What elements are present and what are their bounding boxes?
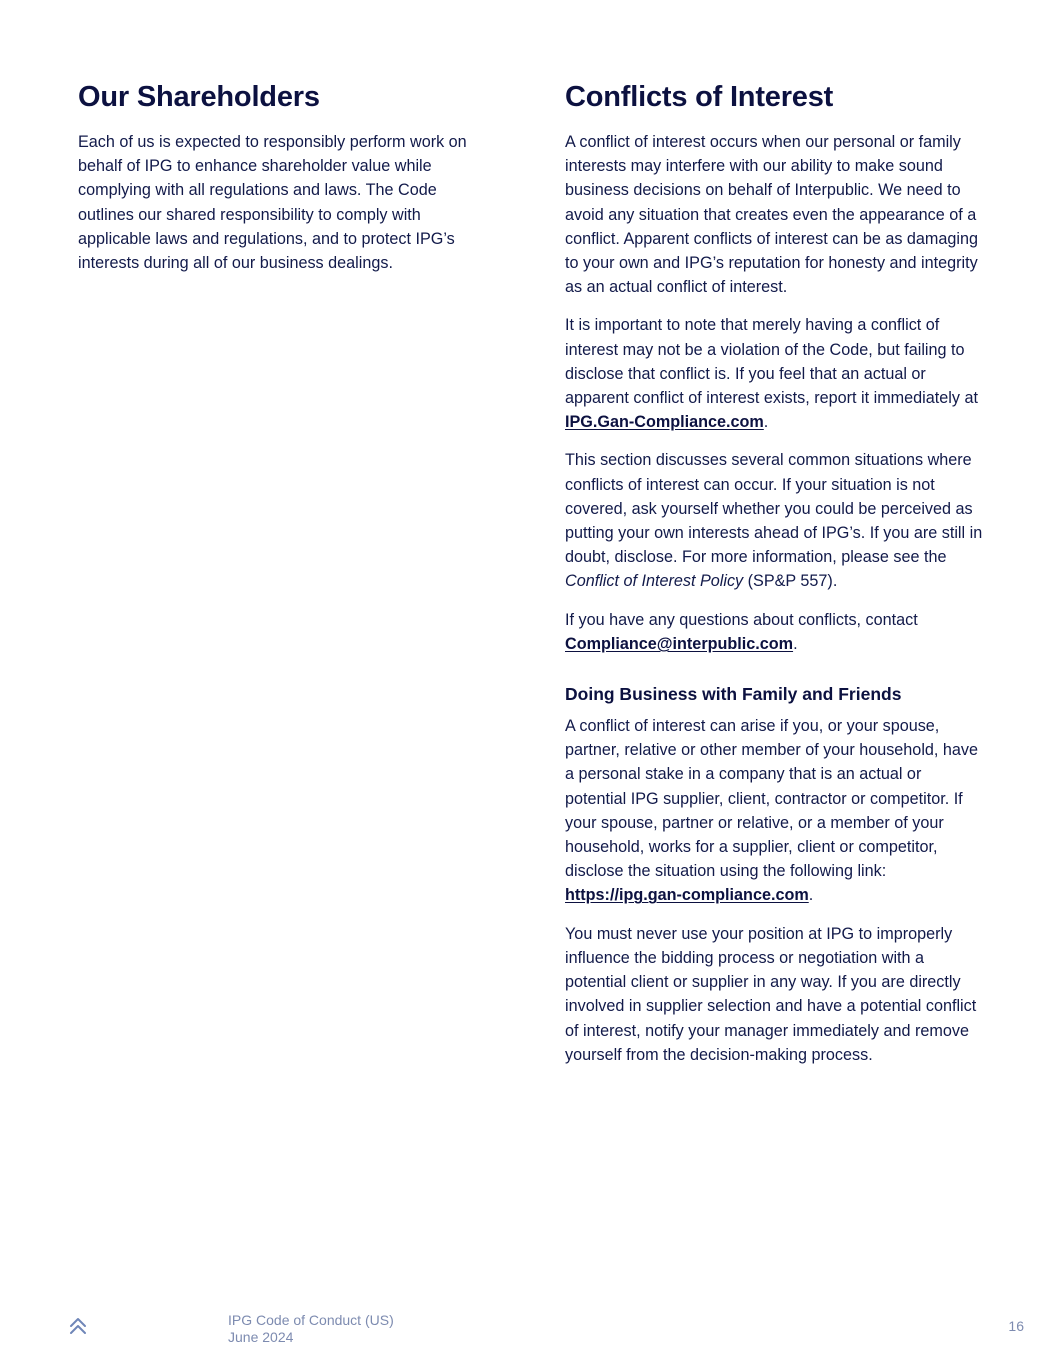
conflicts-paragraph-3 (565, 448, 985, 593)
paragraph-text: A conflict of interest can arise if you, or your spouse, partner, relative or other member of your household, have a personal stake in a company that is an actual or potential IPG supplier, client, contractor or competitor. If your spouse, partner or relative, or a member of your household, works for a supplier, client or competitor, disclose the situation using the following link: (565, 717, 979, 881)
subheading-family-friends: Doing Business with Family and Friends (565, 684, 902, 705)
conflicts-paragraph-4 (565, 608, 985, 656)
gan-compliance-link[interactable]: IPG.Gan-Compliance.com (565, 413, 764, 432)
paragraph-end: . (808, 886, 814, 905)
double-chevron-up-icon[interactable] (68, 1316, 88, 1336)
policy-title: Conflict of Interest Policy (565, 572, 744, 591)
footer-date: June 2024 (228, 1328, 294, 1345)
paragraph-text: This section discusses several common situations where conflicts of interest can occur. If your situation is not covered, ask yourself whether you could be perceived as putting your own interests ahead of IPG’s. If you are still in doubt, disclose. For more information, please see the (565, 451, 983, 567)
shareholders-paragraph: Each of us is expected to responsibly perform work on behalf of IPG to enhance shareholder value while complying with all regulations and laws. The Code outlines our shared responsibility to comply with applicable laws and regulations, and to protect IPG’s interests during all of our business dealings. (78, 133, 467, 273)
footer-doc-title: IPG Code of Conduct (US) (228, 1312, 394, 1328)
gan-compliance-url-link[interactable]: https://ipg.gan-compliance.com (565, 886, 809, 905)
paragraph-text: If you have any questions about conflicts, contact (565, 610, 918, 629)
shareholders-section (78, 78, 478, 289)
conflicts-paragraph-2 (565, 313, 985, 434)
paragraph-end: . (763, 413, 769, 432)
conflicts-section (565, 78, 985, 1081)
page-number: 16 (1008, 1318, 1024, 1334)
footer-document-info (228, 1312, 394, 1345)
paragraph-text: It is important to note that merely having a conflict of interest may not be a violation of the Code, but failing to disclose that conflict is. If you feel that an actual or apparent conflict of interest exists, report it immediately at (565, 316, 978, 408)
conflicts-paragraph-1: A conflict of interest occurs when our personal or family interests may interfere with our ability to make sound business decisions on behalf of Interpublic. We need to avoid any situation that creates even the appearance of a conflict. Apparent conflicts of interest can be as damaging to your own and IPG’s reputation for honesty and integrity as an actual conflict of interest. (565, 133, 979, 297)
compliance-email-link[interactable]: Compliance@interpublic.com (565, 634, 794, 653)
family-friends-paragraph-1 (565, 714, 985, 908)
section-title-conflicts: Conflicts of Interest (565, 81, 834, 113)
paragraph-end: (SP&P 557). (743, 572, 838, 591)
paragraph-end: . (793, 634, 798, 653)
family-friends-paragraph-2: You must never use your position at IPG to improperly influence the bidding process or negotiation with a potential client or supplier in any way. If you are directly involved in supplier selection and have a potential conflict of interest, notify your manager immediately and remove yourself from the decision-making process. (565, 924, 977, 1064)
section-title-shareholders: Our Shareholders (78, 81, 320, 113)
